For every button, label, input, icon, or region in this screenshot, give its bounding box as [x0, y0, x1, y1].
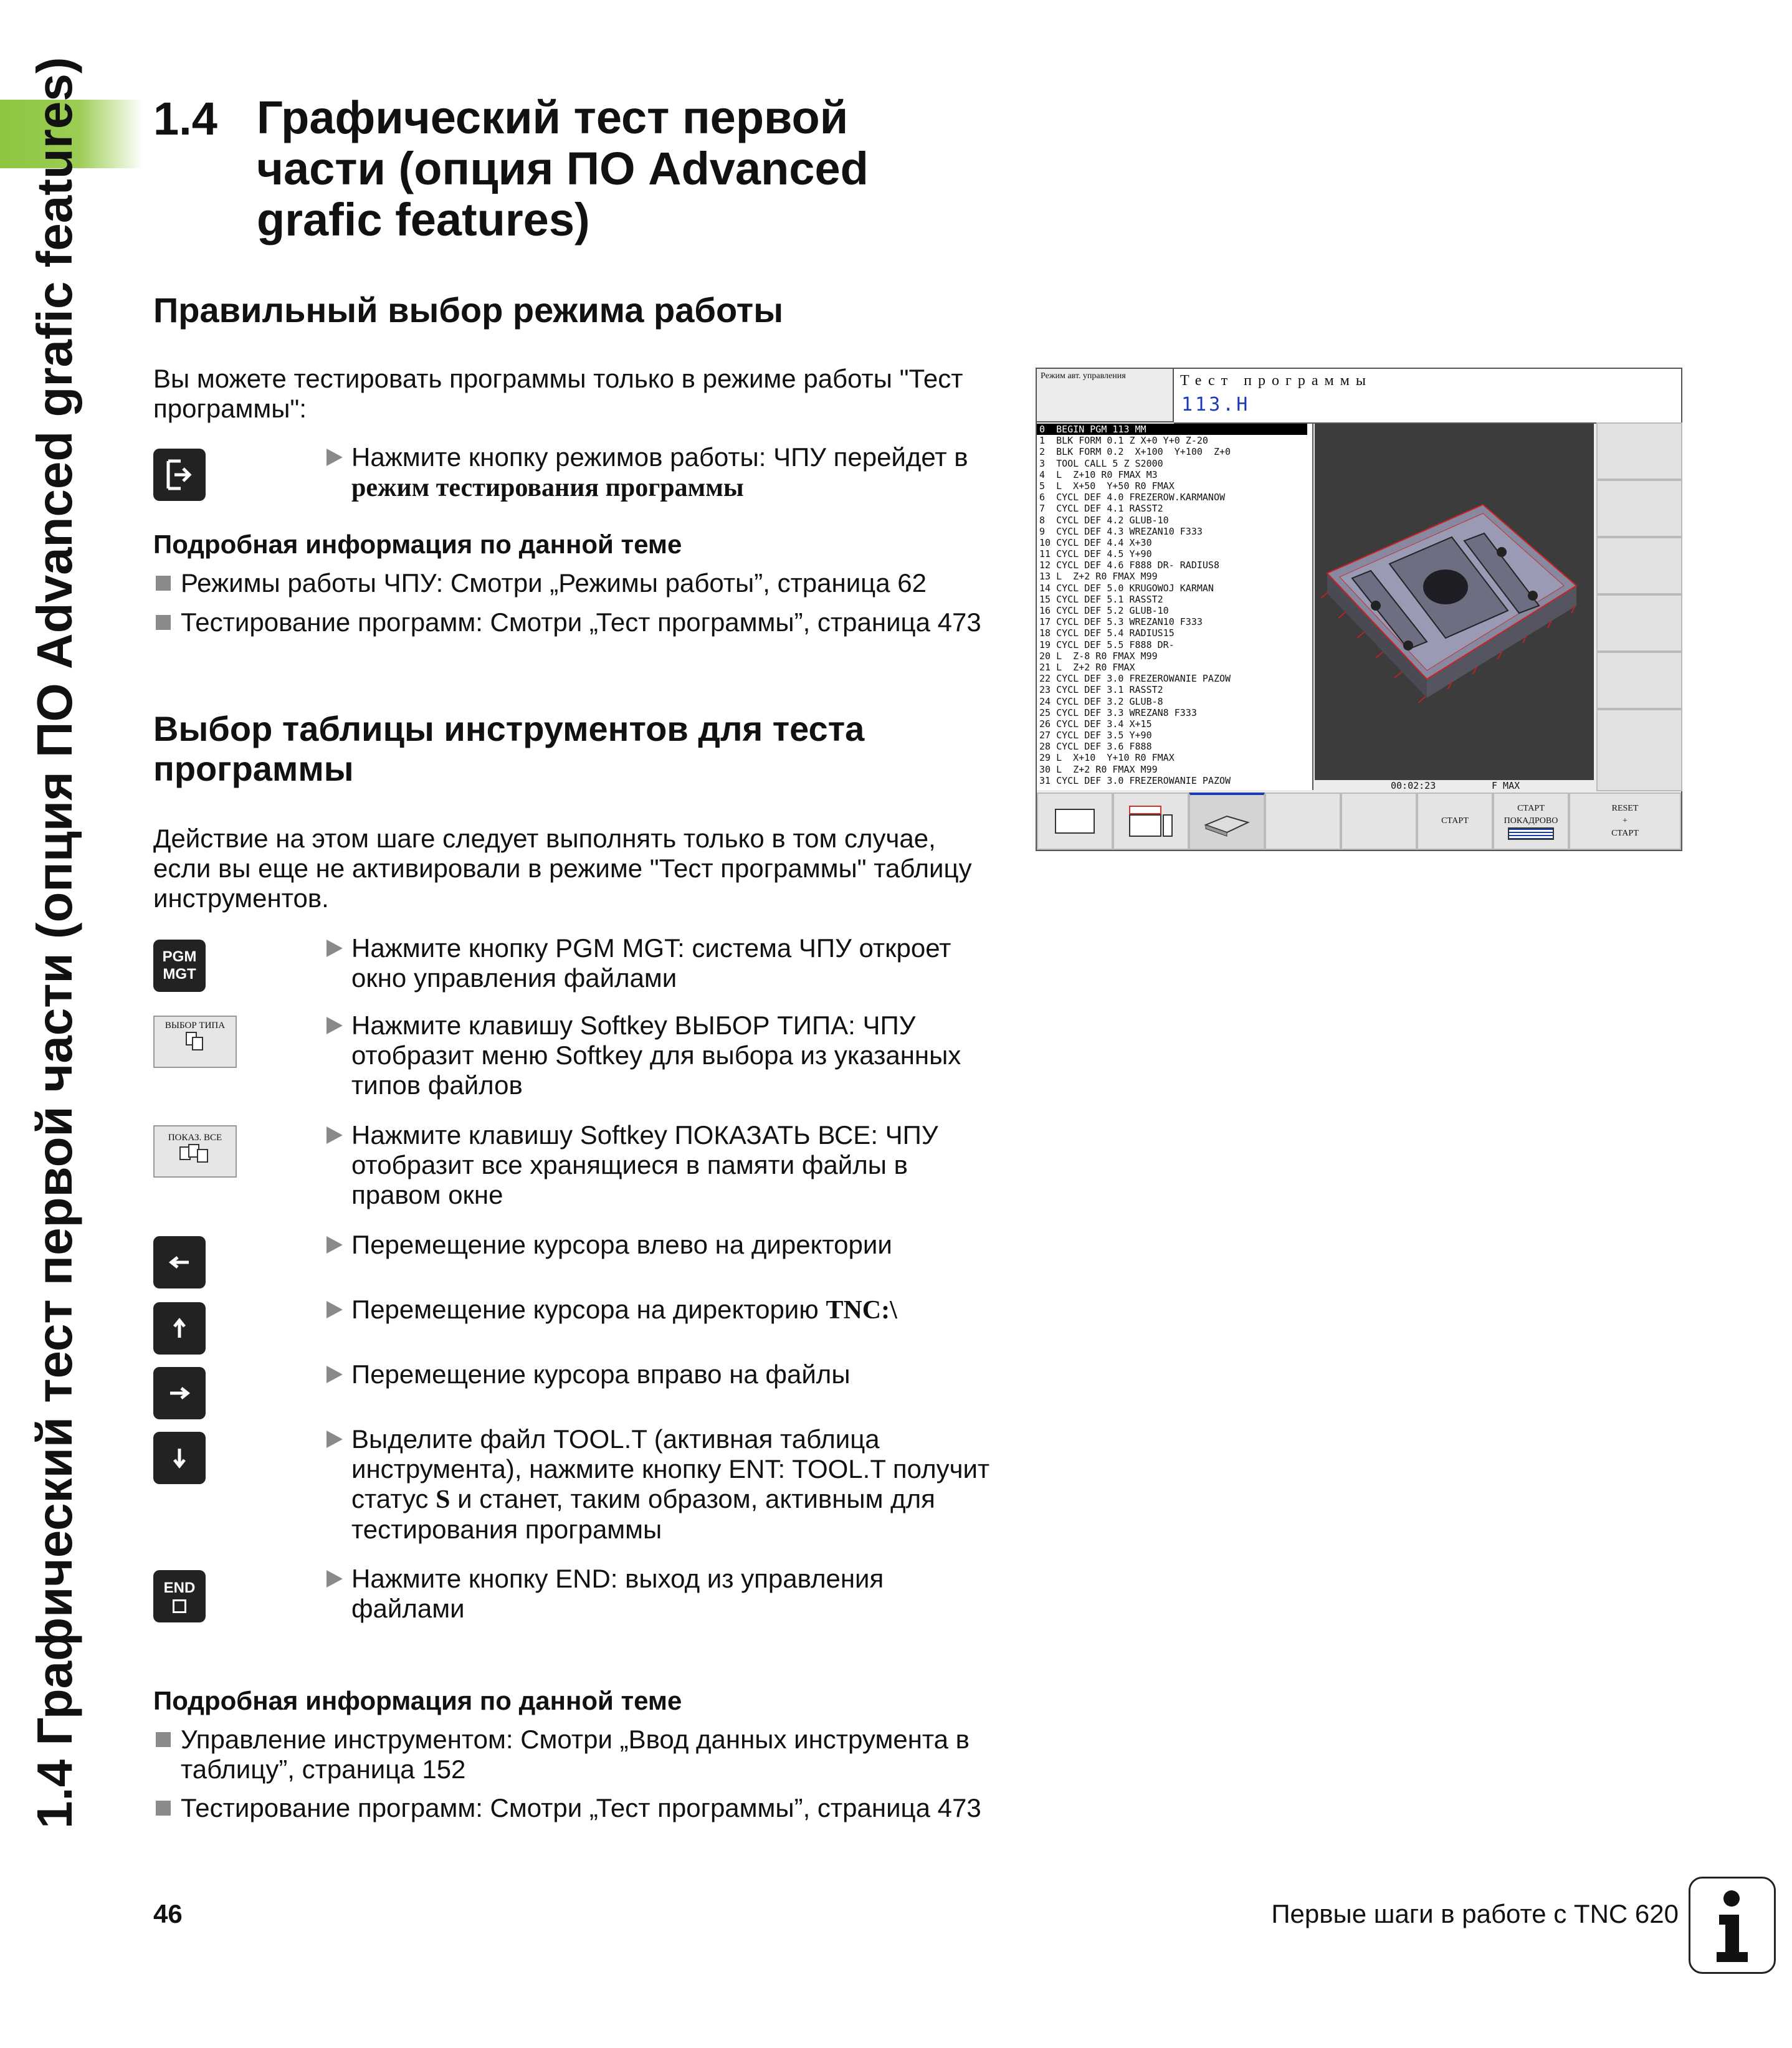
step-arrow-icon [326, 1301, 343, 1318]
section1-intro: Вы можете тестировать программы только в режиме работы "Тест программы": [153, 364, 963, 423]
side-title: 1.4 Графический тест первой части (опция ПО Advanced grafic features) [27, 57, 82, 1829]
step-select-tool: Выделите файл TOOL.T (активная таблица инструмента), нажмите кнопку ENT: TOOL.T получит статус S и станет, таким образом, активным для тестирования программы [325, 1424, 998, 1545]
step-arrow-icon [326, 1366, 343, 1383]
program-line[interactable]: 22 CYCL DEF 3.0 FREZEROWANIE PAZOW [1039, 673, 1231, 685]
program-line[interactable]: 31 CYCL DEF 3.0 FREZEROWANIE PAZOW [1039, 774, 1231, 786]
step-arrow-icon [326, 1126, 343, 1144]
arrow-left-key [153, 1236, 206, 1288]
right-softkey-3[interactable] [1596, 537, 1682, 594]
program-line[interactable]: 20 L Z-8 R0 FMAX M99 [1039, 650, 1158, 662]
simulation-graphic [1315, 424, 1594, 780]
right-softkey-4[interactable] [1596, 594, 1682, 652]
right-softkey-6[interactable] [1596, 709, 1682, 791]
step-cursor-tnc: Перемещение курсора на директорию TNC:\ [325, 1295, 998, 1325]
arrow-down-icon [164, 1442, 195, 1474]
end-square-icon [173, 1599, 186, 1613]
status-line [1315, 780, 1594, 791]
page-number: 46 [153, 1899, 183, 1928]
program-line[interactable]: 26 CYCL DEF 3.4 X+15 [1039, 718, 1152, 730]
operating-mode-key [153, 449, 206, 501]
program-line[interactable]: 9 CYCL DEF 4.3 WREZAN10 F333 [1039, 525, 1203, 537]
softkey-empty-1[interactable] [1265, 793, 1341, 850]
softkey-reset-start[interactable]: RESET + СТАРТ [1569, 793, 1681, 850]
arrow-down-key [153, 1432, 206, 1484]
screen-title: Тест программы [1180, 373, 1372, 389]
softkey-view-3d[interactable] [1189, 793, 1265, 850]
arrow-left-icon [164, 1247, 195, 1278]
program-line[interactable]: 19 CYCL DEF 5.5 F888 DR- [1039, 639, 1175, 650]
softkey-start-label: СТАРТ [1441, 816, 1469, 826]
softkey-show-all [153, 1125, 237, 1178]
softkey-select-type-label: ВЫБОР ТИПА [164, 1021, 226, 1031]
info-i-icon [1689, 1877, 1776, 1974]
program-line[interactable]: 3 TOOL CALL 5 Z S2000 [1039, 457, 1163, 469]
step-arrow-icon [326, 1431, 343, 1448]
program-line[interactable]: 11 CYCL DEF 4.5 Y+90 [1039, 548, 1152, 560]
mode-arrow-icon [162, 457, 197, 492]
pgm-mgt-label: PGM MGT [162, 948, 197, 983]
step-mode-text: Нажмите кнопку режимов работы: ЧПУ перейдет в [351, 442, 968, 472]
files-stack-icon [176, 1143, 214, 1165]
program-line[interactable]: 17 CYCL DEF 5.3 WREZAN10 F333 [1039, 616, 1203, 628]
program-line[interactable]: 2 BLK FORM 0.2 X+100 Y+100 Z+0 [1039, 446, 1231, 458]
program-line[interactable]: 24 CYCL DEF 3.2 GLUB-8 [1039, 695, 1163, 707]
pgm-mgt-key [153, 940, 206, 992]
step-arrow-icon [326, 449, 343, 466]
step-arrow-icon [326, 1236, 343, 1254]
program-line[interactable]: 28 CYCL DEF 3.6 F888 [1039, 741, 1152, 753]
program-line[interactable]: 4 L Z+10 R0 FMAX M3 [1039, 469, 1158, 480]
program-line[interactable]: 30 L Z+2 R0 FMAX M99 [1039, 763, 1158, 775]
end-key [153, 1570, 206, 1622]
program-line[interactable]: 10 CYCL DEF 4.4 X+30 [1039, 536, 1152, 548]
arrow-right-key [153, 1367, 206, 1419]
program-line[interactable]: 14 CYCL DEF 5.0 KRUGOWOJ KARMAN [1039, 582, 1214, 594]
section1-bullet-1: Режимы работы ЧПУ: Смотри „Режимы работы”, страница 62 [153, 568, 1001, 598]
softkey-select-type [153, 1016, 237, 1068]
softkey-start[interactable] [1417, 793, 1493, 850]
program-line[interactable]: 12 CYCL DEF 4.6 F888 DR- RADIUS8 [1039, 560, 1219, 571]
section1-title: Правильный выбор режима работы [153, 290, 784, 330]
solid-3d-view-icon [1202, 806, 1252, 837]
program-line[interactable]: 25 CYCL DEF 3.3 WREZAN8 F333 [1039, 707, 1197, 718]
arrow-right-icon [164, 1378, 195, 1409]
program-listing [1037, 424, 1313, 790]
tnc-screenshot [1036, 368, 1682, 851]
step-pgm-mgt: Нажмите кнопку PGM MGT: система ЧПУ откроет окно управления файлами [325, 933, 998, 993]
program-filename: 113.H [1181, 394, 1251, 416]
section1-bullet-2: Тестирование программ: Смотри „Тест программы”, страница 473 [153, 607, 1026, 637]
softkey-view-plan[interactable] [1037, 793, 1113, 850]
feed-rate: F MAX [1492, 780, 1520, 791]
program-line[interactable]: 29 L X+10 Y+10 R0 FMAX [1039, 752, 1175, 764]
program-line[interactable]: 15 CYCL DEF 5.1 RASST2 [1039, 593, 1163, 605]
program-line[interactable]: 27 CYCL DEF 3.5 Y+90 [1039, 730, 1152, 741]
program-line[interactable]: 7 CYCL DEF 4.1 RASST2 [1039, 503, 1163, 515]
workpiece-3d-icon [1315, 424, 1594, 780]
softkey-start-block[interactable]: СТАРТ ПОКАДРОВО [1493, 793, 1569, 850]
section2-bullet-2: Тестирование программ: Смотри „Тест программы”, страница 473 [153, 1793, 1026, 1823]
info-glyph-icon [1690, 1879, 1774, 1972]
program-line[interactable]: 13 L Z+2 R0 FMAX M99 [1039, 571, 1158, 583]
program-line[interactable]: 6 CYCL DEF 4.0 FREZEROW.KARMANOW [1039, 492, 1226, 503]
section2-more-title: Подробная информация по данной теме [153, 1686, 682, 1715]
program-line[interactable]: 5 L X+50 Y+50 R0 FMAX [1039, 480, 1175, 492]
screen-header [1174, 369, 1681, 424]
end-label: END [163, 1579, 196, 1596]
step-arrow-icon [326, 1570, 343, 1588]
step-mode [325, 442, 1011, 503]
three-plane-view-icon [1126, 803, 1176, 840]
heading-number: 1.4 [153, 93, 217, 145]
run-time: 00:02:23 [1391, 780, 1436, 791]
step-select-type: Нажмите клавишу Softkey ВЫБОР ТИПА: ЧПУ отобразит меню Softkey для выбора из указанных типов файлов [325, 1011, 998, 1100]
arrow-up-icon [164, 1313, 195, 1344]
step-end: Нажмите кнопку END: выход из управления файлами [325, 1564, 998, 1624]
section1-more-title: Подробная информация по данной теме [153, 530, 682, 559]
right-softkey-2[interactable] [1596, 480, 1682, 537]
section2-title: Выбор таблицы инструментов для теста программы [153, 709, 865, 788]
right-softkey-1[interactable] [1596, 422, 1682, 480]
program-line[interactable]: 18 CYCL DEF 5.4 RADIUS15 [1039, 627, 1175, 639]
page-title: Графический тест первой части (опция ПО Advanced grafic features) [257, 92, 869, 245]
step-show-all: Нажмите клавишу Softkey ПОКАЗАТЬ ВСЕ: ЧПУ отобразит все хранящиеся в памяти файлы в правом окне [325, 1120, 998, 1210]
step-cursor-left: Перемещение курсора влево на директории [325, 1230, 998, 1260]
program-line[interactable]: 23 CYCL DEF 3.1 RASST2 [1039, 684, 1163, 696]
program-line[interactable]: 0 BEGIN PGM 113 MM [1037, 424, 1307, 435]
program-line[interactable]: 8 CYCL DEF 4.2 GLUB-10 [1039, 514, 1169, 526]
footer-text: Первые шаги в работе с TNC 620 [1271, 1899, 1679, 1928]
step-arrow-icon [326, 1017, 343, 1034]
softkey-view-3planes[interactable] [1113, 793, 1189, 850]
mode-label: Режим авт. управления [1037, 369, 1174, 422]
step-cursor-right: Перемещение курсора вправо на файлы [325, 1360, 998, 1389]
step-arrow-icon [326, 940, 343, 957]
softkey-empty-2[interactable] [1341, 793, 1417, 850]
program-line[interactable]: 21 L Z+2 R0 FMAX [1039, 661, 1135, 673]
step-mode-bold: режим тестирования программы [351, 474, 744, 502]
plan-view-icon [1055, 809, 1095, 834]
files-icon [183, 1031, 207, 1051]
section2-bullet-1: Управление инструментом: Смотри „Ввод данных инструмента в таблицу”, страница 152 [153, 1725, 1001, 1784]
program-line[interactable]: 1 BLK FORM 0.1 Z X+0 Y+0 Z-20 [1039, 435, 1208, 447]
section2-intro: Действие на этом шаге следует выполнять только в том случае, если вы еще не активировали в режиме "Тест программы" таблицу инструментов. [153, 824, 972, 913]
arrow-up-key [153, 1302, 206, 1355]
softkey-show-all-label: ПОКАЗ. ВСЕ [168, 1133, 222, 1143]
single-block-icon [1508, 827, 1554, 840]
right-softkey-5[interactable] [1596, 652, 1682, 709]
program-line[interactable]: 16 CYCL DEF 5.2 GLUB-10 [1039, 605, 1169, 616]
